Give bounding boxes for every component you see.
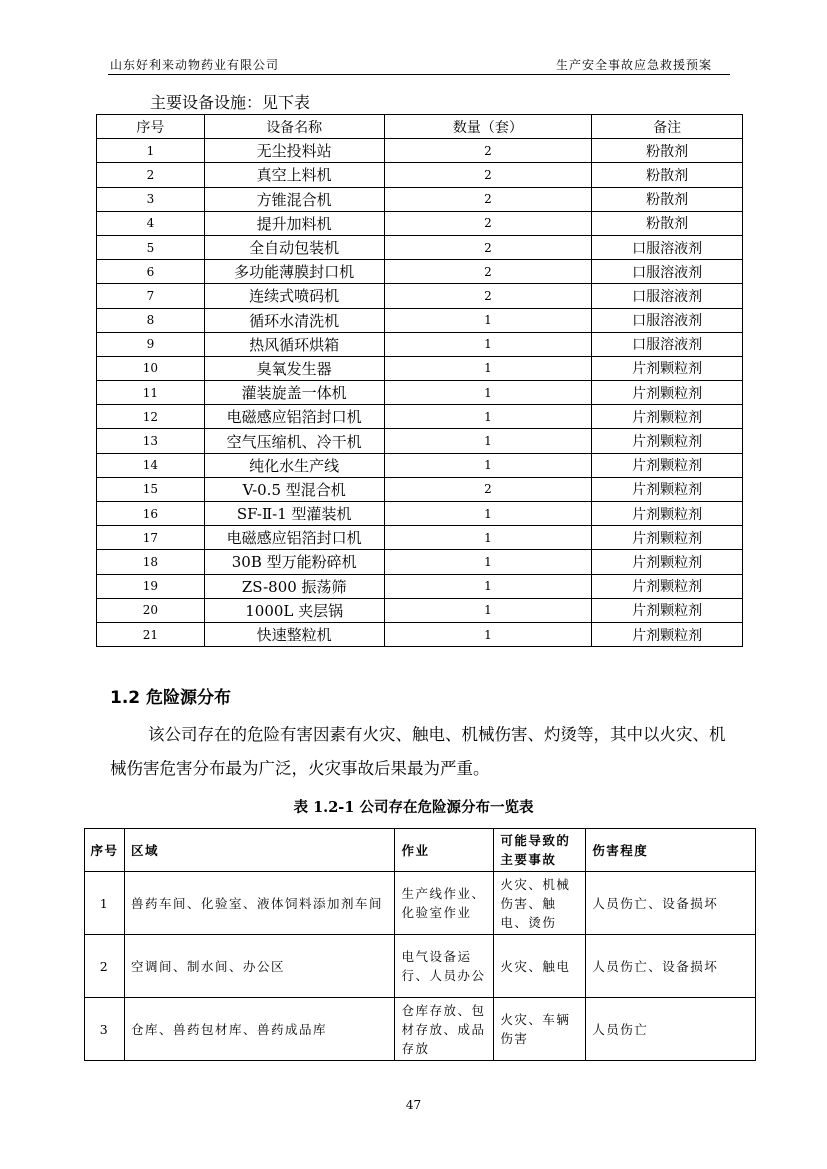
cell-equipment-name: 提升加料机 xyxy=(204,211,384,235)
cell-quantity: 1 xyxy=(384,502,592,526)
table-row xyxy=(97,598,743,622)
cell-quantity: 1 xyxy=(384,405,592,429)
header-serial: 序号 xyxy=(85,829,125,872)
cell-remark: 片剂颗粒剂 xyxy=(592,550,743,574)
header-injury-degree: 伤害程度 xyxy=(586,829,756,872)
table-row xyxy=(97,550,743,574)
equipment-table-header xyxy=(97,115,743,139)
page-number: 47 xyxy=(405,1098,422,1112)
cell-quantity: 2 xyxy=(384,211,592,235)
cell-quantity: 2 xyxy=(384,477,592,501)
cell-serial: 10 xyxy=(97,356,205,380)
table-row xyxy=(85,872,756,935)
section-title: 1.2 危险源分布 xyxy=(110,688,232,708)
header-main-accident: 可能导致的主要事故 xyxy=(494,829,586,872)
cell-serial: 5 xyxy=(97,235,205,259)
header-operation: 作业 xyxy=(395,829,494,872)
cell-quantity: 1 xyxy=(384,526,592,550)
cell-equipment-name: 热风循环烘箱 xyxy=(204,332,384,356)
cell-serial: 13 xyxy=(97,429,205,453)
cell-remark: 粉散剂 xyxy=(592,163,743,187)
cell-injury-degree: 人员伤亡、设备损坏 xyxy=(586,935,756,998)
table-row xyxy=(97,477,743,501)
cell-quantity: 2 xyxy=(384,260,592,284)
cell-main-accident: 火灾、车辆伤害 xyxy=(494,998,586,1061)
cell-remark: 粉散剂 xyxy=(592,139,743,163)
cell-equipment-name: 循环水清洗机 xyxy=(204,308,384,332)
header-area: 区域 xyxy=(124,829,395,872)
section-paragraph: 该公司存在的危险有害因素有火灾、触电、机械伤害、灼烫等，其中以火灾、机械伤害危害分布最为广泛，火灾事故后果最为严重。 xyxy=(110,725,726,778)
cell-equipment-name: 臭氧发生器 xyxy=(204,356,384,380)
cell-quantity: 1 xyxy=(384,332,592,356)
table-row xyxy=(97,453,743,477)
table-row xyxy=(97,332,743,356)
cell-remark: 口服溶液剂 xyxy=(592,260,743,284)
table-row xyxy=(97,260,743,284)
cell-serial: 4 xyxy=(97,211,205,235)
cell-area: 仓库、兽药包材库、兽药成品库 xyxy=(124,998,395,1061)
cell-serial: 20 xyxy=(97,598,205,622)
cell-equipment-name: 30B 型万能粉碎机 xyxy=(204,550,384,574)
cell-remark: 片剂颗粒剂 xyxy=(592,502,743,526)
cell-remark: 粉散剂 xyxy=(592,211,743,235)
cell-equipment-name: 空气压缩机、冷干机 xyxy=(204,429,384,453)
cell-remark: 片剂颗粒剂 xyxy=(592,405,743,429)
cell-serial: 18 xyxy=(97,550,205,574)
cell-equipment-name: 电磁感应铝箔封口机 xyxy=(204,526,384,550)
cell-equipment-name: 连续式喷码机 xyxy=(204,284,384,308)
cell-serial: 6 xyxy=(97,260,205,284)
table-row xyxy=(97,356,743,380)
equipment-intro: 主要设备设施：见下表 xyxy=(150,93,311,112)
header-serial: 序号 xyxy=(97,115,205,139)
table-row xyxy=(97,211,743,235)
cell-remark: 口服溶液剂 xyxy=(592,284,743,308)
cell-serial: 19 xyxy=(97,574,205,598)
cell-serial: 2 xyxy=(85,935,125,998)
document-title: 生产安全事故应急救援预案 xyxy=(555,58,712,72)
cell-equipment-name: 1000L 夹层锅 xyxy=(204,598,384,622)
cell-remark: 粉散剂 xyxy=(592,187,743,211)
cell-serial: 16 xyxy=(97,502,205,526)
cell-main-accident: 火灾、触电 xyxy=(494,935,586,998)
table-row xyxy=(97,308,743,332)
cell-remark: 片剂颗粒剂 xyxy=(592,356,743,380)
cell-equipment-name: ZS-800 振荡筛 xyxy=(204,574,384,598)
cell-operation: 仓库存放、包材存放、成品存放 xyxy=(395,998,494,1061)
header-equipment-name: 设备名称 xyxy=(204,115,384,139)
cell-serial: 1 xyxy=(97,139,205,163)
table-row xyxy=(97,187,743,211)
cell-serial: 11 xyxy=(97,381,205,405)
company-name: 山东好利来动物药业有限公司 xyxy=(110,58,280,72)
cell-equipment-name: 多功能薄膜封口机 xyxy=(204,260,384,284)
cell-equipment-name: 真空上料机 xyxy=(204,163,384,187)
table-row xyxy=(97,381,743,405)
cell-remark: 口服溶液剂 xyxy=(592,332,743,356)
table-row xyxy=(97,622,743,646)
cell-serial: 3 xyxy=(85,998,125,1061)
cell-injury-degree: 人员伤亡 xyxy=(586,998,756,1061)
table-row xyxy=(97,502,743,526)
cell-quantity: 2 xyxy=(384,235,592,259)
cell-equipment-name: 全自动包装机 xyxy=(204,235,384,259)
cell-quantity: 1 xyxy=(384,574,592,598)
cell-serial: 12 xyxy=(97,405,205,429)
table-row xyxy=(97,163,743,187)
cell-main-accident: 火灾、机械伤害、触电、烫伤 xyxy=(494,872,586,935)
table-row xyxy=(97,284,743,308)
cell-serial: 2 xyxy=(97,163,205,187)
table-row xyxy=(97,429,743,453)
cell-area: 兽药车间、化验室、液体饲料添加剂车间 xyxy=(124,872,395,935)
cell-serial: 21 xyxy=(97,622,205,646)
table-row xyxy=(97,526,743,550)
cell-quantity: 1 xyxy=(384,453,592,477)
header-quantity: 数量（套） xyxy=(384,115,592,139)
cell-remark: 片剂颗粒剂 xyxy=(592,622,743,646)
cell-remark: 片剂颗粒剂 xyxy=(592,381,743,405)
cell-area: 空调间、制水间、办公区 xyxy=(124,935,395,998)
hazard-table-header xyxy=(85,829,756,872)
page-header xyxy=(108,50,730,75)
cell-equipment-name: 电磁感应铝箔封口机 xyxy=(204,405,384,429)
cell-quantity: 1 xyxy=(384,308,592,332)
cell-equipment-name: 灌装旋盖一体机 xyxy=(204,381,384,405)
cell-quantity: 2 xyxy=(384,187,592,211)
table-row xyxy=(97,235,743,259)
cell-quantity: 1 xyxy=(384,429,592,453)
cell-serial: 15 xyxy=(97,477,205,501)
cell-remark: 口服溶液剂 xyxy=(592,308,743,332)
cell-equipment-name: SF-Ⅱ-1 型灌装机 xyxy=(204,502,384,526)
hazard-table xyxy=(84,828,756,1061)
table-row xyxy=(97,139,743,163)
cell-quantity: 1 xyxy=(384,598,592,622)
cell-injury-degree: 人员伤亡、设备损坏 xyxy=(586,872,756,935)
cell-serial: 9 xyxy=(97,332,205,356)
table-row xyxy=(85,998,756,1061)
cell-remark: 片剂颗粒剂 xyxy=(592,429,743,453)
cell-remark: 片剂颗粒剂 xyxy=(592,598,743,622)
equipment-table xyxy=(96,114,743,647)
cell-quantity: 2 xyxy=(384,284,592,308)
cell-serial: 7 xyxy=(97,284,205,308)
table-row xyxy=(97,574,743,598)
cell-equipment-name: 方锥混合机 xyxy=(204,187,384,211)
cell-quantity: 1 xyxy=(384,622,592,646)
cell-remark: 片剂颗粒剂 xyxy=(592,453,743,477)
cell-quantity: 1 xyxy=(384,550,592,574)
cell-serial: 1 xyxy=(85,872,125,935)
cell-equipment-name: 快速整粒机 xyxy=(204,622,384,646)
cell-equipment-name: 无尘投料站 xyxy=(204,139,384,163)
cell-quantity: 1 xyxy=(384,381,592,405)
cell-serial: 17 xyxy=(97,526,205,550)
cell-quantity: 2 xyxy=(384,163,592,187)
table-row xyxy=(97,405,743,429)
cell-remark: 片剂颗粒剂 xyxy=(592,574,743,598)
cell-equipment-name: 纯化水生产线 xyxy=(204,453,384,477)
cell-remark: 片剂颗粒剂 xyxy=(592,526,743,550)
table-caption: 表 1.2-1 公司存在危险源分布一览表 xyxy=(293,799,534,816)
cell-serial: 8 xyxy=(97,308,205,332)
cell-equipment-name: V-0.5 型混合机 xyxy=(204,477,384,501)
cell-remark: 口服溶液剂 xyxy=(592,235,743,259)
cell-quantity: 2 xyxy=(384,139,592,163)
cell-quantity: 1 xyxy=(384,356,592,380)
cell-serial: 3 xyxy=(97,187,205,211)
cell-operation: 生产线作业、化验室作业 xyxy=(395,872,494,935)
header-remark: 备注 xyxy=(592,115,743,139)
table-row xyxy=(85,935,756,998)
cell-operation: 电气设备运行、人员办公 xyxy=(395,935,494,998)
cell-remark: 片剂颗粒剂 xyxy=(592,477,743,501)
cell-serial: 14 xyxy=(97,453,205,477)
